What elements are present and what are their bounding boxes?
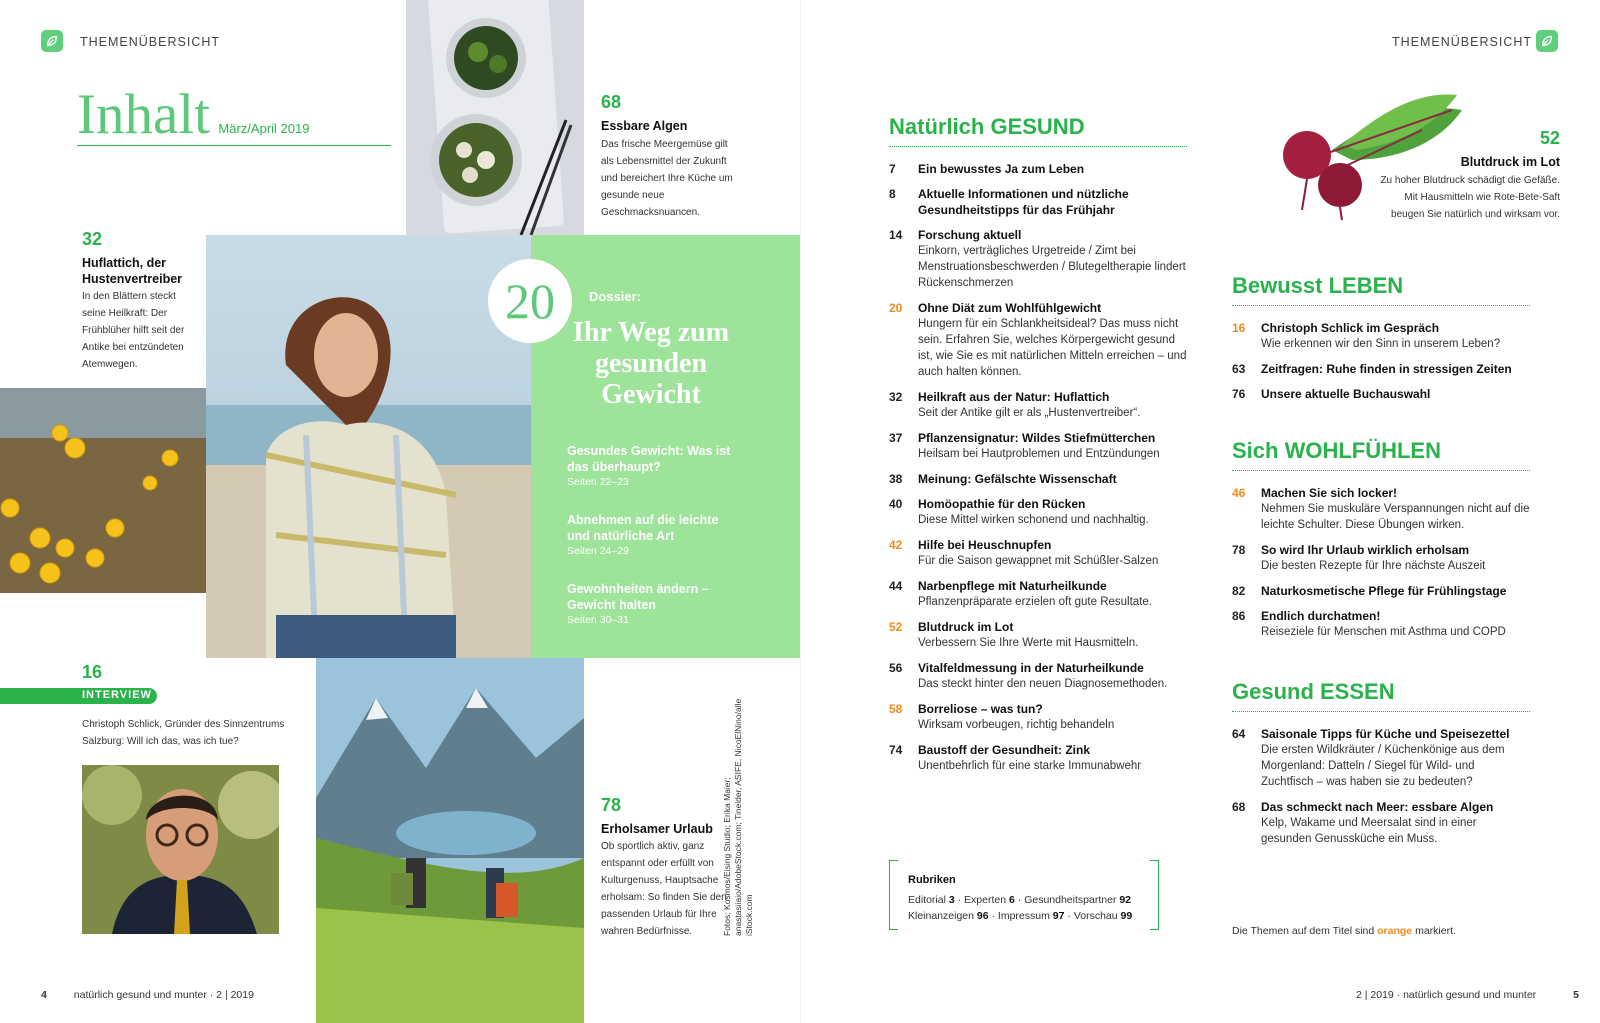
toc-entry[interactable] (889, 471, 1187, 487)
rubrik-name: Kleinanzeigen (908, 910, 974, 922)
toc-entry[interactable] (1232, 542, 1530, 574)
feature-title-algen: Essbare Algen (601, 119, 688, 133)
toc-entry-title: Saisonale Tipps für Küche und Speisezettel (1261, 727, 1510, 741)
rubrik-page: 3 (948, 894, 955, 906)
rubrik-item[interactable] (998, 910, 1065, 922)
feature-num-algen: 68 (601, 92, 622, 112)
toc-entry[interactable] (1232, 583, 1530, 599)
dossier-number: 20 (505, 273, 555, 329)
dossier-item[interactable] (567, 443, 742, 490)
rubriken-label: Rubriken (908, 874, 956, 886)
note-prefix: Die Themen auf dem Titel sind (1232, 925, 1375, 937)
feature-title-blutdruck: Blutdruck im Lot (1460, 155, 1560, 169)
toc-entry-description: Unentbehrlich für eine starke Immunabwehr (918, 760, 1142, 772)
feature-text-huflattich: In den Blättern steckt seine Heilkraft: Der Frühblüher hilft seit der Antike bei entzündeten Atemwegen. (82, 291, 185, 370)
feature-title-urlaub: Erholsamer Urlaub (601, 822, 713, 836)
toc-entry[interactable] (889, 496, 1187, 528)
toc-entry-description: Die besten Rezepte für Ihre nächste Auszeit (1261, 560, 1486, 572)
toc-entry-description: Heilsam bei Hautproblemen und Entzündungen (918, 448, 1160, 460)
rubriken-list: Editorial 3 · Experten 6 · Gesundheitspartner 92 Kleinanzeigen 96 · Impressum 97 · Vorschau 99 (908, 894, 1133, 922)
feature-title-huflattich: Huflattich, der Hustenvertreiber (82, 256, 183, 286)
toc-page-number: 64 (1232, 727, 1246, 741)
toc-page-number: 74 (889, 743, 903, 757)
toc-page-number: 52 (889, 620, 903, 634)
rubrik-page: 6 (1009, 894, 1015, 906)
rubrik-page: 99 (1120, 910, 1133, 922)
toc-entry-description: Hungern für ein Schlankheitsideal? Das muss nicht sein. Erfahren Sie, welches Körpergewicht gesund ist, wie Sie es mit natürlichen Mitteln erreichen – und auch halten können. (918, 318, 1187, 378)
dossier-title: Ihr Weg zum gesunden Gewicht (572, 317, 730, 410)
toc-entry[interactable] (889, 300, 1187, 380)
page-number-right: 5 (1573, 989, 1579, 1001)
dossier-item-title: Abnehmen auf die leichte und natürliche Art (567, 513, 719, 543)
coltsfoot-photo (0, 388, 206, 593)
toc-entry[interactable] (889, 578, 1187, 610)
toc-entry-description: Wirksam vorbeugen, richtig behandeln (918, 719, 1115, 731)
toc-entry-title: Forschung aktuell (918, 228, 1022, 242)
toc-entry-title: Blutdruck im Lot (918, 620, 1014, 634)
toc-entry[interactable] (889, 701, 1187, 733)
dossier-items (567, 443, 742, 628)
toc-page-number: 82 (1232, 584, 1246, 598)
toc-list (1232, 726, 1530, 847)
interview-badge (0, 688, 157, 704)
toc-page-number: 58 (889, 702, 903, 716)
contents-header (77, 84, 391, 146)
toc-page-number: 32 (889, 390, 903, 404)
footer-left (41, 989, 254, 1001)
rubrik-item[interactable] (964, 894, 1015, 906)
orange-note (1232, 925, 1456, 937)
toc-section-gesund (889, 114, 1187, 783)
dossier-item-title: Gewohnheiten ändern – Gewicht halten (567, 582, 709, 612)
toc-heading: Natürlich GESUND (889, 114, 1187, 147)
toc-list (889, 161, 1187, 774)
toc-entry-description: Einkorn, verträgliches Urgetreide / Zimt bei Menstruationsbeschwerden / Blutegeltherapie lindert Rückenschmerzen (918, 245, 1186, 289)
toc-entry-title: Vitalfeldmessung in der Naturheilkunde (918, 661, 1144, 675)
toc-entry-title: Christoph Schlick im Gespräch (1261, 321, 1440, 335)
toc-entry-title: Endlich durchatmen! (1261, 609, 1381, 623)
rubrik-item[interactable] (908, 910, 989, 922)
toc-entry-description: Reiseziele für Menschen mit Asthma und COPD (1261, 626, 1506, 638)
toc-entry-title: Zeitfragen: Ruhe finden in stressigen Zeiten (1261, 362, 1512, 376)
toc-page-number: 37 (889, 431, 903, 445)
footer-text-left: natürlich gesund und munter · 2 | 2019 (73, 989, 254, 1001)
toc-page-number: 40 (889, 497, 903, 511)
toc-entry[interactable] (889, 430, 1187, 462)
interview-portrait-photo (82, 765, 279, 934)
toc-entry-title: Narbenpflege mit Naturheilkunde (918, 579, 1107, 593)
feature-text-urlaub: Ob sportlich aktiv, ganz entspannt oder erfüllt von Kulturgenuss, Hauptsache erholsam: So finden Sie den passenden Urlaub für Ihre wahren Bedürfnisse. (601, 841, 727, 937)
toc-entry[interactable] (889, 186, 1187, 218)
toc-page-number: 8 (889, 187, 896, 201)
toc-entry-title: Borreliose – was tun? (918, 702, 1043, 716)
issue-date: März/April 2019 (218, 121, 310, 136)
leaf-icon (41, 30, 63, 52)
toc-heading: Bewusst LEBEN (1232, 273, 1530, 306)
toc-page-number: 63 (1232, 362, 1246, 376)
toc-list (1232, 320, 1530, 402)
note-highlight: orange (1377, 925, 1413, 937)
toc-entry-title: Homöopathie für den Rücken (918, 497, 1086, 511)
toc-entry[interactable] (889, 537, 1187, 569)
toc-entry-description: Kelp, Wakame und Meersalat sind in einer gesunden Genussküche ein Muss. (1261, 817, 1477, 845)
footer-text-right: 2 | 2019 · natürlich gesund und munter (1356, 989, 1537, 1001)
section-label-left: THEMENÜBERSICHT (80, 35, 221, 49)
toc-page-number: 7 (889, 162, 896, 176)
rubrik-item[interactable] (1024, 894, 1131, 906)
toc-entry-title: Das schmeckt nach Meer: essbare Algen (1261, 800, 1494, 814)
rubrik-name: Gesundheitspartner (1024, 894, 1117, 906)
feature-text-algen: Das frische Meergemüse gilt als Lebensmittel der Zukunft und bereichert Ihre Küche um gesunde neue Geschmacksnuancen. (601, 139, 733, 218)
toc-entry[interactable] (889, 389, 1187, 421)
toc-entry[interactable] (1232, 320, 1530, 352)
dossier-item[interactable] (567, 512, 742, 559)
rubrik-item[interactable] (1074, 910, 1132, 922)
toc-entry-title: Ein bewusstes Ja zum Leben (918, 162, 1085, 176)
toc-page-number: 16 (1232, 321, 1246, 335)
toc-entry[interactable] (889, 742, 1187, 774)
footer-right (1356, 989, 1579, 1001)
toc-entry-title: So wird Ihr Urlaub wirklich erholsam (1261, 543, 1470, 557)
rubrik-page: 96 (976, 910, 989, 922)
toc-entry-title: Pflanzensignatur: Wildes Stiefmütterchen (918, 431, 1156, 445)
toc-list (1232, 485, 1530, 640)
toc-entry-description: Pflanzenpräparate erzielen oft gute Resultate. (918, 596, 1152, 608)
toc-entry[interactable] (1232, 799, 1530, 847)
rubrik-name: Impressum (997, 910, 1050, 922)
photo-credits-text: Fotos: Kosmos/Eising Studio; Erika Maier; anastasiiaio/AdobeStock.com; Tineider, ASIFE, NicoElNino/alle iStock.com (722, 698, 754, 936)
toc-entry-title: Unsere aktuelle Buchauswahl (1261, 387, 1431, 401)
toc-entry-title: Baustoff der Gesundheit: Zink (918, 743, 1091, 757)
toc-section-leben (1232, 273, 1530, 411)
toc-entry-title: Machen Sie sich locker! (1261, 486, 1398, 500)
toc-entry[interactable] (889, 619, 1187, 651)
feature-text-interview: Christoph Schlick, Gründer des Sinnzentrums Salzburg: Will ich das, was ich tue? (82, 719, 285, 747)
note-suffix: markiert. (1415, 925, 1456, 937)
dossier-item-pages: Seiten 30–31 (567, 614, 629, 626)
toc-page-number: 76 (1232, 387, 1246, 401)
toc-heading: Sich WOHLFÜHLEN (1232, 438, 1530, 471)
toc-entry[interactable] (889, 660, 1187, 692)
toc-page-number: 20 (889, 301, 903, 315)
toc-entry-description: Diese Mittel wirken schonend und nachhaltig. (918, 514, 1149, 526)
toc-entry[interactable] (1232, 485, 1530, 533)
rubrik-page: 97 (1052, 910, 1065, 922)
rubrik-name: Experten (964, 894, 1007, 906)
toc-entry-title: Aktuelle Informationen und nützliche Gesundheitstipps für das Frühjahr (918, 187, 1129, 217)
rubrik-name: Vorschau (1073, 910, 1118, 922)
toc-entry-description: Das steckt hinter den neuen Diagnosemethoden. (918, 678, 1168, 690)
toc-entry-title: Naturkosmetische Pflege für Frühlingstage (1261, 584, 1507, 598)
toc-page-number: 42 (889, 538, 903, 552)
toc-entry-title: Meinung: Gefälschte Wissenschaft (918, 472, 1117, 486)
dossier-item-pages: Seiten 22–23 (567, 476, 629, 488)
feature-text-blutdruck: Zu hoher Blutdruck schädigt die Gefäße. Mit Hausmitteln wie Rote-Bete-Saft beugen Sie natürlich und wirksam vor. (1380, 175, 1560, 220)
toc-entry-description: Die ersten Wildkräuter / Küchenkönige aus dem Morgenland: Datteln / Siegel für Wild- und Zuchtfisch – was haben sie zu bedeuten? (1261, 744, 1505, 788)
spine (800, 0, 801, 1023)
rubrik-name: Editorial (908, 894, 946, 906)
feature-num-huflattich: 32 (82, 229, 103, 249)
toc-heading: Gesund ESSEN (1232, 679, 1530, 712)
toc-page-number: 46 (1232, 486, 1246, 500)
toc-entry-description: Wie erkennen wir den Sinn in unserem Leben? (1261, 338, 1501, 350)
rubrik-page: 92 (1119, 894, 1132, 906)
feature-num-urlaub: 78 (601, 795, 622, 815)
toc-page-number: 56 (889, 661, 903, 675)
toc-page-number: 86 (1232, 609, 1246, 623)
toc-entry-description: Nehmen Sie muskuläre Verspannungen nicht auf die leichte Schulter. Diese Übungen wirken. (1261, 503, 1530, 531)
dossier-item-pages: Seiten 24–29 (567, 545, 629, 557)
toc-entry-description: Für die Saison gewappnet mit Schüßler-Salzen (918, 555, 1159, 567)
toc-entry[interactable] (1232, 726, 1530, 790)
dossier-woman-photo (206, 235, 531, 658)
dossier-panel (505, 235, 800, 658)
toc-entry-title: Ohne Diät zum Wohlfühlgewicht (918, 301, 1102, 315)
toc-page-number: 38 (889, 472, 903, 486)
page-number-left: 4 (41, 989, 47, 1001)
toc-entry[interactable] (889, 161, 1187, 177)
toc-entry[interactable] (1232, 608, 1530, 640)
rubrik-item[interactable] (908, 894, 955, 906)
algae-photo (406, 0, 584, 235)
toc-entry[interactable] (1232, 361, 1530, 377)
toc-entry-title: Hilfe bei Heuschnupfen (918, 538, 1052, 552)
toc-page-number: 68 (1232, 800, 1246, 814)
section-label-right: THEMENÜBERSICHT (1392, 35, 1533, 49)
feature-num-interview: 16 (82, 662, 103, 682)
dossier-item[interactable] (567, 581, 742, 628)
toc-entry-title: Heilkraft aus der Natur: Huflattich (918, 390, 1110, 404)
toc-page-number: 78 (1232, 543, 1246, 557)
toc-entry-description: Seit der Antike gilt er als „Hustenvertreiber“. (918, 407, 1141, 419)
feature-num-blutdruck: 52 (1540, 128, 1561, 148)
rubriken-box (889, 860, 1159, 930)
interview-badge-label: INTERVIEW (82, 689, 152, 701)
hiking-photo (316, 658, 584, 1023)
toc-section-wohl (1232, 438, 1530, 649)
toc-page-number: 44 (889, 579, 903, 593)
toc-entry[interactable] (1232, 386, 1530, 402)
leaf-icon (1536, 30, 1558, 52)
toc-entry[interactable] (889, 227, 1187, 291)
page-title: Inhalt (77, 83, 210, 146)
dossier-item-title: Gesundes Gewicht: Was ist das überhaupt? (567, 444, 731, 474)
toc-section-essen (1232, 679, 1530, 856)
dossier-label: Dossier: (589, 289, 642, 304)
toc-page-number: 14 (889, 228, 903, 242)
toc-entry-description: Verbessern Sie Ihre Werte mit Hausmitteln. (918, 637, 1139, 649)
